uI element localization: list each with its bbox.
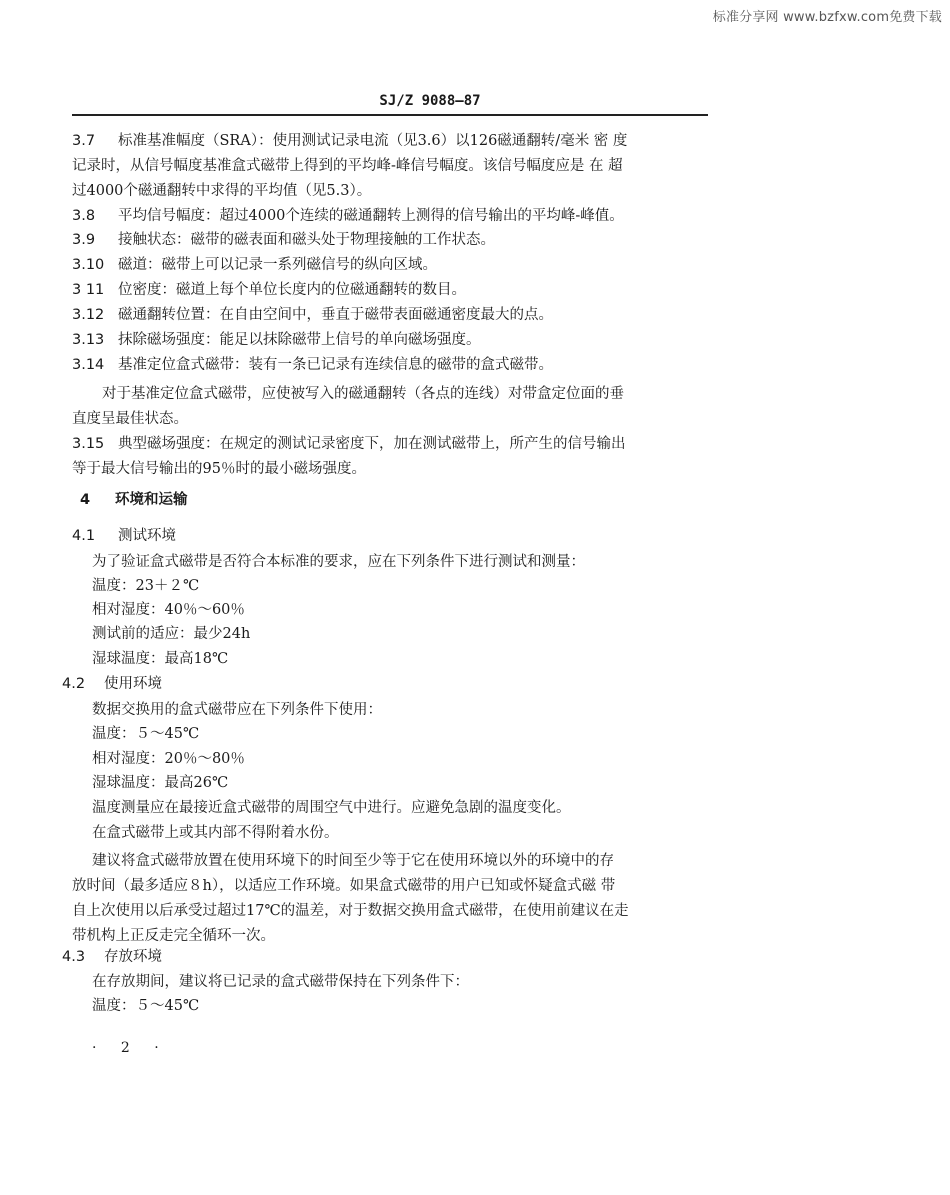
clause-3-14-para-2: 直度呈最佳状态。 <box>72 411 188 427</box>
clause-3-7-line-3: 过4000个磁通翻转中求得的平均值（见5.3）。 <box>72 183 372 199</box>
clause-3-15-line-2: 等于最大信号输出的95％时的最小磁场强度。 <box>72 461 366 477</box>
clause-4-2-temperature: 温度：５～45℃ <box>92 726 200 742</box>
clause-4-1-heading <box>72 526 176 546</box>
clause-4-2-para-3: 自上次使用以后承受过超过17℃的温差，对于数据交换用盒式磁带，在使用前建议在走 <box>72 903 629 919</box>
clause-number: 3.15 <box>72 436 105 452</box>
watermark-text: 标准分享网 www.bzfxw.com免费下载 <box>712 10 942 25</box>
clause-3-10 <box>72 255 437 275</box>
clause-3-12 <box>72 305 553 325</box>
clause-text: 磁通翻转位置：在自由空间中，垂直于磁带表面磁通密度最大的点。 <box>118 307 553 323</box>
clause-3-9 <box>72 230 495 250</box>
clause-3-14-para-1: 对于基准定位盒式磁带，应使被写入的磁通翻转（各点的连线）对带盒定位面的垂 <box>102 386 624 402</box>
clause-4-1-temperature: 温度：23＋２℃ <box>92 578 200 594</box>
clause-number: 4.3 <box>62 949 86 965</box>
standard-code: SJ/Z 9088—87 <box>379 93 481 109</box>
clause-4-1-conditioning: 测试前的适应：最少24h <box>92 626 251 642</box>
clause-text: 抹除磁场强度：能足以抹除磁带上信号的单向磁场强度。 <box>118 332 481 348</box>
clause-title: 测试环境 <box>118 528 176 544</box>
section-title: 环境和运输 <box>115 491 188 508</box>
clause-3-7-line-2: 记录时，从信号幅度基准盒式磁带上得到的平均峰-峰信号幅度。该信号幅度应是 在 超 <box>72 158 623 174</box>
clause-number: 3.12 <box>72 307 105 323</box>
clause-number: 3.13 <box>72 332 105 348</box>
clause-4-2-para-4: 带机构上正反走完全循环一次。 <box>72 928 275 944</box>
clause-number: 3.9 <box>72 232 96 248</box>
clause-4-2-para-1: 建议将盒式磁带放置在使用环境下的时间至少等于它在使用环境以外的环境中的存 <box>92 853 614 869</box>
clause-4-2-para-2: 放时间（最多适应８h），以适应工作环境。如果盒式磁带的用户已知或怀疑盒式磁 带 <box>72 878 616 894</box>
clause-3-7 <box>72 131 627 151</box>
clause-text: 接触状态：磁带的磁表面和磁头处于物理接触的工作状态。 <box>118 232 495 248</box>
clause-4-2-wet-bulb: 湿球温度：最高26℃ <box>92 775 229 791</box>
clause-4-3-temperature: 温度：５～45℃ <box>92 998 200 1014</box>
section-number: 4 <box>80 492 91 508</box>
clause-4-2-humidity: 相对湿度：20％～80％ <box>92 751 245 767</box>
clause-title: 存放环境 <box>104 949 162 965</box>
clause-number: 4.2 <box>62 676 86 692</box>
clause-3-13 <box>72 330 481 350</box>
clause-number: 3.7 <box>72 133 96 149</box>
clause-4-1-humidity: 相对湿度：40％～60％ <box>92 602 245 618</box>
clause-3-14 <box>72 355 553 375</box>
clause-4-1-wet-bulb: 湿球温度：最高18℃ <box>92 651 229 667</box>
clause-4-2-measurement: 温度测量应在最接近盒式磁带的周围空气中进行。应避免急剧的温度变化。 <box>92 800 571 816</box>
clause-number: 3.10 <box>72 257 105 273</box>
clause-text: 位密度：磁道上每个单位长度内的位磁通翻转的数目。 <box>118 282 466 298</box>
clause-text: 典型磁场强度：在规定的测试记录密度下，加在测试磁带上，所产生的信号输出 <box>118 436 626 452</box>
clause-text: 标准基准幅度（SRA）：使用测试记录电流（见3.6）以126磁通翻转/毫米 密 度 <box>118 133 628 149</box>
clause-number: 4.1 <box>72 528 96 544</box>
clause-number: 3 11 <box>72 282 105 298</box>
clause-4-2-intro: 数据交换用的盒式磁带应在下列条件下使用： <box>92 702 382 718</box>
clause-3-11 <box>72 280 466 300</box>
clause-3-8 <box>72 206 624 226</box>
clause-4-2-heading <box>62 674 162 694</box>
clause-title: 使用环境 <box>104 676 162 692</box>
page-number: · 2 · <box>92 1040 169 1056</box>
header-rule <box>72 114 708 116</box>
clause-text: 基准定位盒式磁带：装有一条已记录有连续信息的磁带的盒式磁带。 <box>118 357 553 373</box>
clause-number: 3.14 <box>72 357 105 373</box>
clause-4-3-heading <box>62 947 162 967</box>
section-4-heading <box>80 490 188 510</box>
page-header <box>0 90 950 109</box>
clause-4-2-moisture: 在盒式磁带上或其内部不得附着水份。 <box>92 825 339 841</box>
clause-4-1-intro: 为了验证盒式磁带是否符合本标准的要求，应在下列条件下进行测试和测量： <box>92 554 585 570</box>
clause-text: 磁道：磁带上可以记录一系列磁信号的纵向区域。 <box>118 257 437 273</box>
clause-text: 平均信号幅度：超过4000个连续的磁通翻转上测得的信号输出的平均峰-峰值。 <box>118 208 624 224</box>
clause-4-3-intro: 在存放期间，建议将已记录的盒式磁带保持在下列条件下： <box>92 974 469 990</box>
clause-number: 3.8 <box>72 208 96 224</box>
clause-3-15 <box>72 434 626 454</box>
